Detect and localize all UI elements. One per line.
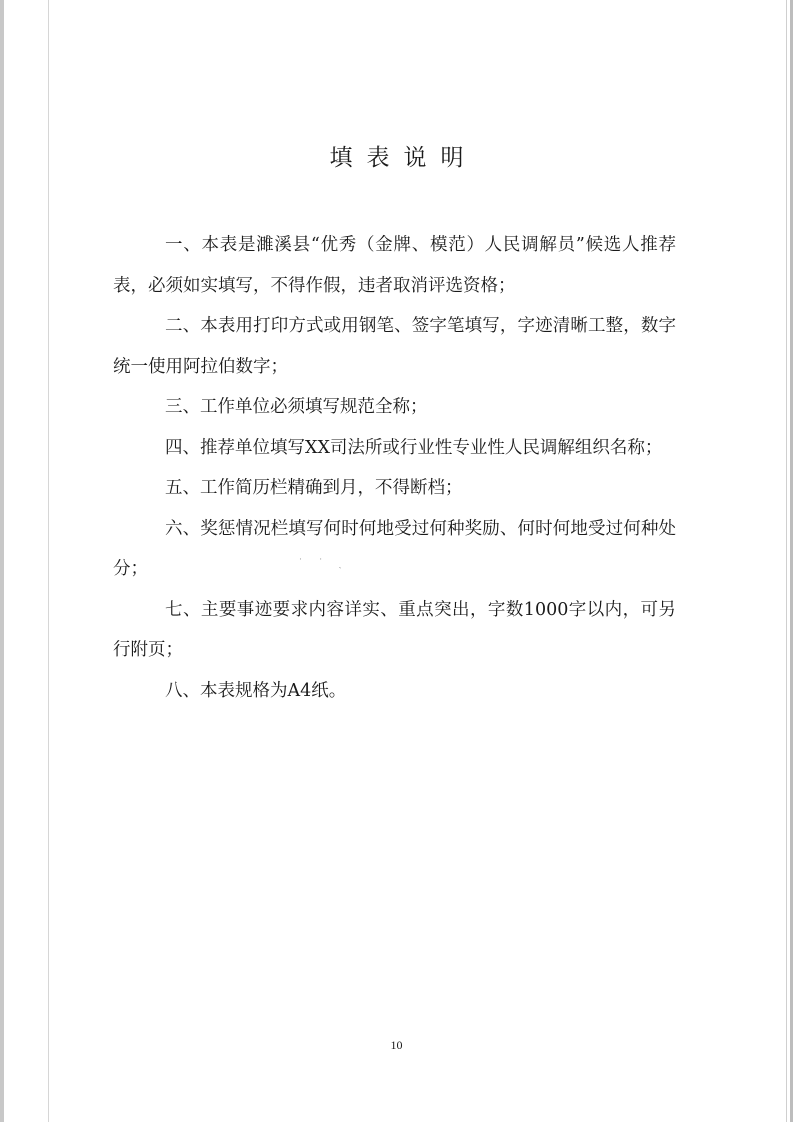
page-number: 10 <box>390 1038 403 1052</box>
instruction-item-2: 二、本表用打印方式或用钢笔、签字笔填写，字迹清晰工整，数字统一使用阿拉伯数字； <box>113 316 676 377</box>
page-title: 填表说明 <box>329 145 478 171</box>
instructions-body <box>113 225 676 711</box>
instruction-item-5: 五、工作简历栏精确到月，不得断档； <box>165 478 463 498</box>
instruction-item-6: 六、奖惩情况栏填写何时何地受过何种奖励、何时何地受过何种处分； <box>113 518 676 579</box>
instruction-item-1: 一、本表是濉溪县“优秀（金牌、模范）人民调解员”候选人推荐表，必须如实填写，不得作假，违者取消评选资格； <box>113 235 676 296</box>
instruction-item-8: 八、本表规格为A4纸。 <box>165 680 347 701</box>
instruction-item-7: 七、主要事迹要求内容详实、重点突出，字数1000字以内，可另行附页； <box>113 599 676 660</box>
instruction-item-3: 三、工作单位必须填写规范全称； <box>165 397 428 417</box>
scan-artifact: ˙ ˙ ˎ <box>298 558 348 569</box>
instruction-item-4: 四、推荐单位填写XX司法所或行业性专业性人民调解组织名称； <box>165 437 663 458</box>
